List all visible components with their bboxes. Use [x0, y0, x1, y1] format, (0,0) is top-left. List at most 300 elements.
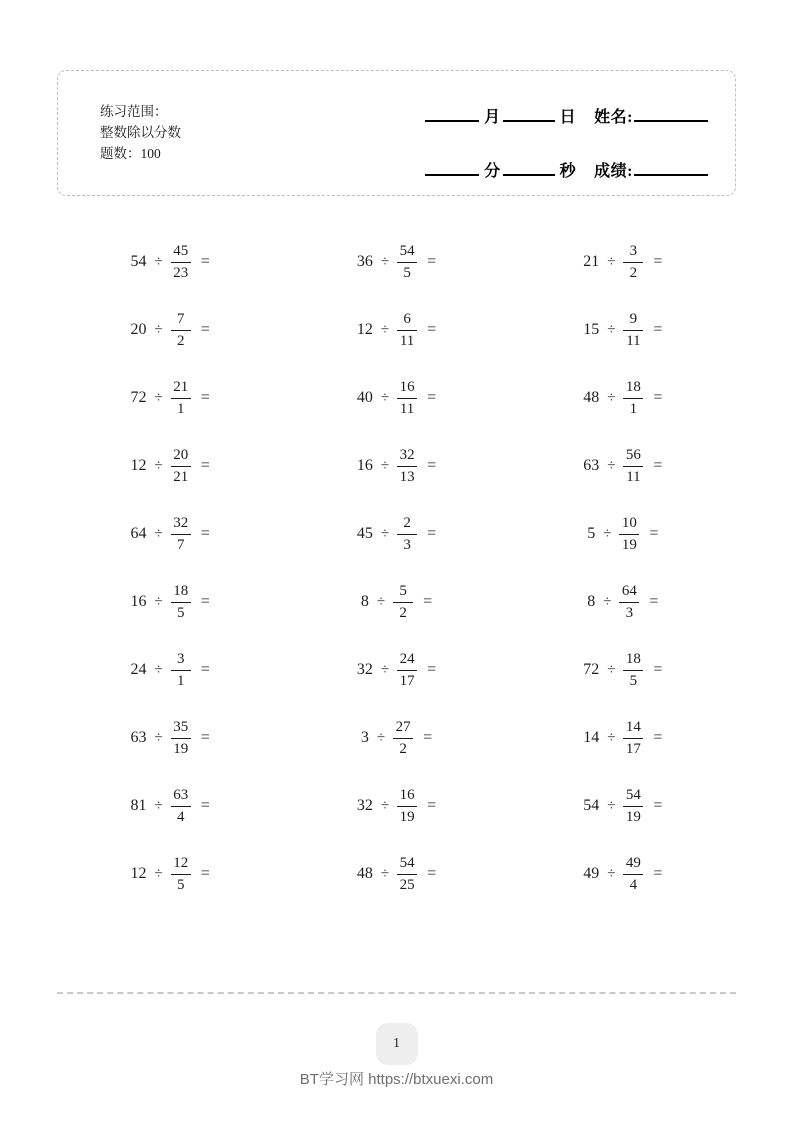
problem-cell [57, 583, 283, 620]
division-expression [131, 515, 210, 552]
fraction-numerator: 9 [629, 311, 638, 328]
dividend-whole-number: 54 [583, 797, 600, 814]
division-expression [357, 311, 436, 348]
division-expression [131, 855, 210, 892]
name-blank-line[interactable] [634, 119, 708, 122]
fraction-bar [619, 602, 639, 603]
dividend-whole-number: 63 [130, 729, 147, 746]
divide-icon: ÷ [154, 389, 163, 406]
division-expression [131, 719, 210, 756]
divisor-fraction [623, 787, 643, 824]
fraction-numerator: 6 [403, 311, 411, 328]
problem-cell [283, 447, 509, 484]
fraction-bar [397, 670, 417, 671]
equals-icon: = [423, 729, 433, 746]
dividend-whole-number: 12 [130, 457, 147, 474]
equals-icon: = [200, 797, 210, 814]
fraction-numerator: 63 [173, 787, 189, 804]
divisor-fraction [171, 855, 191, 892]
divisor-fraction [397, 447, 417, 484]
practice-scope-label: 练习范围： [100, 104, 168, 119]
score-blank-line[interactable] [634, 173, 708, 176]
division-expression [583, 787, 662, 824]
month-blank-line[interactable] [425, 119, 479, 122]
problem-cell [510, 787, 736, 824]
minute-blank-line[interactable] [425, 173, 479, 176]
equals-icon: = [200, 389, 210, 406]
divisor-fraction [397, 243, 417, 280]
divide-icon: ÷ [376, 593, 386, 610]
divide-icon: ÷ [607, 865, 616, 882]
equals-icon: = [427, 661, 437, 678]
dividend-whole-number: 20 [130, 321, 147, 338]
minute-label: 分 [484, 163, 501, 180]
second-label: 秒 [559, 163, 577, 180]
divide-icon: ÷ [380, 321, 390, 338]
divide-icon: ÷ [154, 457, 163, 474]
fraction-denominator: 3 [625, 604, 634, 621]
worksheet-header-box [57, 70, 736, 196]
division-expression [357, 447, 436, 484]
fraction-denominator: 25 [399, 876, 415, 893]
problem-cell [57, 787, 283, 824]
fraction-bar [397, 466, 417, 467]
footer-separator [57, 992, 736, 994]
divide-icon: ÷ [154, 865, 163, 882]
dividend-whole-number: 32 [356, 661, 373, 678]
fraction-bar [171, 330, 191, 331]
divisor-fraction [171, 583, 191, 620]
problem-row [57, 228, 736, 296]
division-expression [357, 515, 436, 552]
division-expression [583, 447, 662, 484]
equals-icon: = [653, 729, 663, 746]
fraction-numerator: 5 [399, 583, 407, 600]
problem-row [57, 364, 736, 432]
divisor-fraction [171, 447, 191, 484]
student-info-block [381, 97, 711, 181]
fraction-denominator: 11 [399, 400, 415, 417]
equals-icon: = [200, 525, 210, 542]
time-row [381, 151, 711, 181]
divide-icon: ÷ [603, 593, 612, 610]
fraction-denominator: 1 [629, 400, 638, 417]
divide-icon: ÷ [154, 593, 163, 610]
fraction-numerator: 16 [399, 379, 415, 396]
divisor-fraction [397, 855, 417, 892]
fraction-bar [397, 330, 417, 331]
fraction-denominator: 5 [177, 604, 185, 621]
problem-cell [57, 379, 283, 416]
divisor-fraction [171, 651, 191, 688]
equals-icon: = [427, 865, 437, 882]
dividend-whole-number: 64 [130, 525, 147, 542]
fraction-denominator: 2 [399, 604, 407, 621]
dividend-whole-number: 8 [360, 593, 369, 610]
problem-cell [510, 855, 736, 892]
fraction-denominator: 2 [177, 332, 185, 349]
fraction-numerator: 14 [625, 719, 641, 736]
divide-icon: ÷ [380, 525, 390, 542]
fraction-bar [171, 806, 191, 807]
fraction-numerator: 24 [399, 651, 415, 668]
fraction-bar [623, 330, 643, 331]
divisor-fraction [623, 311, 643, 348]
equals-icon: = [653, 797, 663, 814]
fraction-denominator: 2 [629, 264, 638, 281]
dividend-whole-number: 48 [583, 389, 600, 406]
fraction-numerator: 27 [395, 719, 411, 736]
division-expression [583, 311, 662, 348]
divide-icon: ÷ [603, 525, 612, 542]
dividend-whole-number: 12 [130, 865, 147, 882]
problem-cell [57, 719, 283, 756]
divide-icon: ÷ [607, 661, 616, 678]
dividend-whole-number: 16 [356, 457, 373, 474]
equals-icon: = [653, 865, 663, 882]
dividend-whole-number: 48 [356, 865, 373, 882]
fraction-numerator: 32 [399, 447, 415, 464]
divide-icon: ÷ [607, 457, 616, 474]
equals-icon: = [427, 525, 437, 542]
divisor-fraction [623, 379, 643, 416]
fraction-bar [623, 806, 643, 807]
fraction-numerator: 64 [621, 583, 637, 600]
fraction-bar [171, 534, 191, 535]
divide-icon: ÷ [154, 729, 163, 746]
divisor-fraction [397, 379, 417, 416]
fraction-numerator: 3 [177, 651, 185, 668]
second-blank-line[interactable] [503, 173, 555, 176]
fraction-numerator: 54 [399, 855, 415, 872]
problem-cell [283, 243, 509, 280]
practice-scope-value: 整数除以分数 [100, 125, 181, 140]
problem-cell [57, 243, 283, 280]
problem-row [57, 772, 736, 840]
dividend-whole-number: 72 [583, 661, 600, 678]
fraction-bar [623, 398, 643, 399]
fraction-bar [623, 874, 643, 875]
equals-icon: = [427, 457, 437, 474]
fraction-denominator: 23 [173, 264, 189, 281]
division-expression [131, 651, 210, 688]
divisor-fraction [171, 719, 191, 756]
division-expression [583, 243, 662, 280]
dividend-whole-number: 45 [356, 525, 373, 542]
fraction-bar [619, 534, 639, 535]
equals-icon: = [200, 457, 210, 474]
divide-icon: ÷ [607, 797, 616, 814]
problem-cell [283, 515, 509, 552]
fraction-bar [171, 670, 191, 671]
dividend-whole-number: 81 [130, 797, 147, 814]
fraction-denominator: 11 [626, 332, 641, 349]
divisor-fraction [623, 855, 643, 892]
fraction-denominator: 5 [403, 264, 411, 281]
divisor-fraction [397, 515, 417, 552]
division-expression [357, 855, 436, 892]
problem-cell [510, 379, 736, 416]
problem-cell [283, 787, 509, 824]
problem-cell [283, 379, 509, 416]
fraction-numerator: 54 [399, 243, 415, 260]
equals-icon: = [423, 593, 433, 610]
fraction-bar [397, 262, 417, 263]
divisor-fraction [171, 379, 191, 416]
fraction-bar [397, 398, 417, 399]
fraction-bar [397, 806, 417, 807]
equals-icon: = [653, 389, 663, 406]
division-expression [131, 583, 210, 620]
fraction-numerator: 49 [625, 855, 641, 872]
equals-icon: = [427, 797, 437, 814]
equals-icon: = [649, 593, 659, 610]
fraction-denominator: 13 [399, 468, 415, 485]
fraction-bar [393, 602, 413, 603]
page-number-badge: 1 [376, 1023, 418, 1065]
divisor-fraction [397, 787, 417, 824]
fraction-numerator: 16 [399, 787, 415, 804]
divisor-fraction [397, 311, 417, 348]
score-label: 成绩: [594, 163, 633, 180]
division-expression [583, 855, 662, 892]
dividend-whole-number: 12 [356, 321, 373, 338]
divisor-fraction [619, 583, 639, 620]
fraction-denominator: 2 [399, 740, 407, 757]
division-expression [361, 583, 432, 620]
fraction-numerator: 2 [403, 515, 411, 532]
divisor-fraction [623, 719, 643, 756]
fraction-bar [623, 262, 643, 263]
divide-icon: ÷ [380, 389, 390, 406]
dividend-whole-number: 8 [587, 593, 596, 610]
divisor-fraction [393, 719, 413, 756]
fraction-numerator: 18 [625, 651, 641, 668]
fraction-bar [623, 466, 643, 467]
fraction-denominator: 11 [399, 332, 415, 349]
fraction-bar [623, 670, 643, 671]
divide-icon: ÷ [380, 457, 390, 474]
problem-cell [283, 583, 509, 620]
divide-icon: ÷ [154, 321, 163, 338]
fraction-numerator: 54 [625, 787, 641, 804]
dividend-whole-number: 15 [583, 321, 600, 338]
fraction-bar [171, 602, 191, 603]
fraction-bar [397, 874, 417, 875]
fraction-bar [623, 738, 643, 739]
problem-cell [510, 447, 736, 484]
equals-icon: = [200, 865, 210, 882]
fraction-denominator: 4 [177, 808, 185, 825]
fraction-bar [171, 738, 191, 739]
divisor-fraction [397, 651, 417, 688]
site-watermark: BT学习网 https://btxuexi.com [299, 1071, 494, 1088]
division-expression [357, 651, 436, 688]
division-expression [361, 719, 432, 756]
division-expression [583, 651, 662, 688]
dividend-whole-number: 63 [583, 457, 600, 474]
divide-icon: ÷ [380, 253, 390, 270]
equals-icon: = [653, 661, 663, 678]
problem-row [57, 432, 736, 500]
equals-icon: = [653, 253, 663, 270]
problem-cell [510, 719, 736, 756]
fraction-denominator: 17 [625, 740, 641, 757]
dividend-whole-number: 14 [583, 729, 600, 746]
divide-icon: ÷ [380, 661, 390, 678]
day-label: 日 [559, 109, 577, 126]
division-expression [357, 243, 436, 280]
division-expression [131, 311, 210, 348]
fraction-numerator: 20 [173, 447, 189, 464]
divide-icon: ÷ [607, 253, 616, 270]
fraction-bar [397, 534, 417, 535]
name-label: 姓名: [594, 109, 633, 126]
dividend-whole-number: 40 [356, 389, 373, 406]
dividend-whole-number: 32 [356, 797, 373, 814]
dividend-whole-number: 5 [587, 525, 596, 542]
divisor-fraction [171, 515, 191, 552]
problem-row [57, 636, 736, 704]
division-expression [587, 583, 658, 620]
fraction-numerator: 3 [629, 243, 638, 260]
dividend-whole-number: 3 [360, 729, 369, 746]
month-label: 月 [484, 109, 501, 126]
fraction-denominator: 19 [399, 808, 415, 825]
fraction-denominator: 19 [173, 740, 189, 757]
problem-cell [510, 243, 736, 280]
problem-row [57, 840, 736, 908]
day-blank-line[interactable] [503, 119, 555, 122]
fraction-denominator: 3 [403, 536, 411, 553]
fraction-bar [171, 398, 191, 399]
fraction-bar [171, 466, 191, 467]
divide-icon: ÷ [380, 865, 390, 882]
division-expression [131, 379, 210, 416]
problem-grid [57, 228, 736, 908]
problem-row [57, 568, 736, 636]
problem-cell [283, 311, 509, 348]
dividend-whole-number: 21 [583, 253, 600, 270]
problem-cell [57, 447, 283, 484]
divide-icon: ÷ [380, 797, 390, 814]
dividend-whole-number: 72 [130, 389, 147, 406]
problem-cell [510, 311, 736, 348]
divide-icon: ÷ [154, 797, 163, 814]
dividend-whole-number: 49 [583, 865, 600, 882]
equals-icon: = [427, 389, 437, 406]
divisor-fraction [623, 447, 643, 484]
divisor-fraction [393, 583, 413, 620]
fraction-denominator: 5 [177, 876, 185, 893]
fraction-denominator: 1 [177, 400, 185, 417]
fraction-numerator: 21 [173, 379, 189, 396]
equals-icon: = [200, 253, 210, 270]
fraction-bar [171, 262, 191, 263]
divisor-fraction [623, 243, 643, 280]
problem-cell [57, 311, 283, 348]
equals-icon: = [649, 525, 659, 542]
division-expression [131, 787, 210, 824]
division-expression [587, 515, 658, 552]
divisor-fraction [171, 311, 191, 348]
equals-icon: = [427, 321, 437, 338]
division-expression [357, 787, 436, 824]
problem-cell [57, 651, 283, 688]
division-expression [583, 379, 662, 416]
fraction-denominator: 5 [629, 672, 638, 689]
dividend-whole-number: 54 [130, 253, 147, 270]
problem-row [57, 500, 736, 568]
fraction-denominator: 21 [173, 468, 189, 485]
fraction-bar [171, 874, 191, 875]
equals-icon: = [200, 593, 210, 610]
dividend-whole-number: 16 [130, 593, 147, 610]
date-row [381, 97, 711, 127]
equals-icon: = [427, 253, 437, 270]
problem-row [57, 296, 736, 364]
problem-cell [57, 515, 283, 552]
divisor-fraction [623, 651, 643, 688]
fraction-denominator: 19 [625, 808, 641, 825]
equals-icon: = [200, 729, 210, 746]
problem-cell [283, 719, 509, 756]
divisor-fraction [171, 243, 191, 280]
fraction-numerator: 18 [625, 379, 641, 396]
fraction-numerator: 56 [625, 447, 641, 464]
division-expression [583, 719, 662, 756]
dividend-whole-number: 36 [356, 253, 373, 270]
practice-scope-block [100, 101, 181, 164]
dividend-whole-number: 24 [130, 661, 147, 678]
divide-icon: ÷ [607, 389, 616, 406]
fraction-numerator: 10 [621, 515, 637, 532]
fraction-denominator: 7 [177, 536, 185, 553]
fraction-numerator: 35 [173, 719, 189, 736]
fraction-numerator: 7 [177, 311, 185, 328]
fraction-denominator: 4 [629, 876, 638, 893]
problem-cell [283, 651, 509, 688]
problem-cell [510, 583, 736, 620]
problem-row [57, 704, 736, 772]
problem-count-label: 题数：100 [100, 146, 161, 161]
equals-icon: = [653, 321, 663, 338]
equals-icon: = [200, 321, 210, 338]
divide-icon: ÷ [376, 729, 386, 746]
divide-icon: ÷ [607, 321, 616, 338]
equals-icon: = [653, 457, 663, 474]
fraction-bar [393, 738, 413, 739]
fraction-numerator: 45 [173, 243, 189, 260]
divisor-fraction [171, 787, 191, 824]
fraction-denominator: 11 [626, 468, 641, 485]
fraction-denominator: 19 [621, 536, 637, 553]
problem-cell [510, 651, 736, 688]
problem-cell [510, 515, 736, 552]
division-expression [131, 243, 210, 280]
divide-icon: ÷ [607, 729, 616, 746]
equals-icon: = [200, 661, 210, 678]
fraction-numerator: 12 [173, 855, 189, 872]
fraction-denominator: 1 [177, 672, 185, 689]
divisor-fraction [619, 515, 639, 552]
division-expression [131, 447, 210, 484]
fraction-numerator: 18 [173, 583, 189, 600]
division-expression [357, 379, 436, 416]
problem-cell [57, 855, 283, 892]
divide-icon: ÷ [154, 525, 163, 542]
problem-cell [283, 855, 509, 892]
